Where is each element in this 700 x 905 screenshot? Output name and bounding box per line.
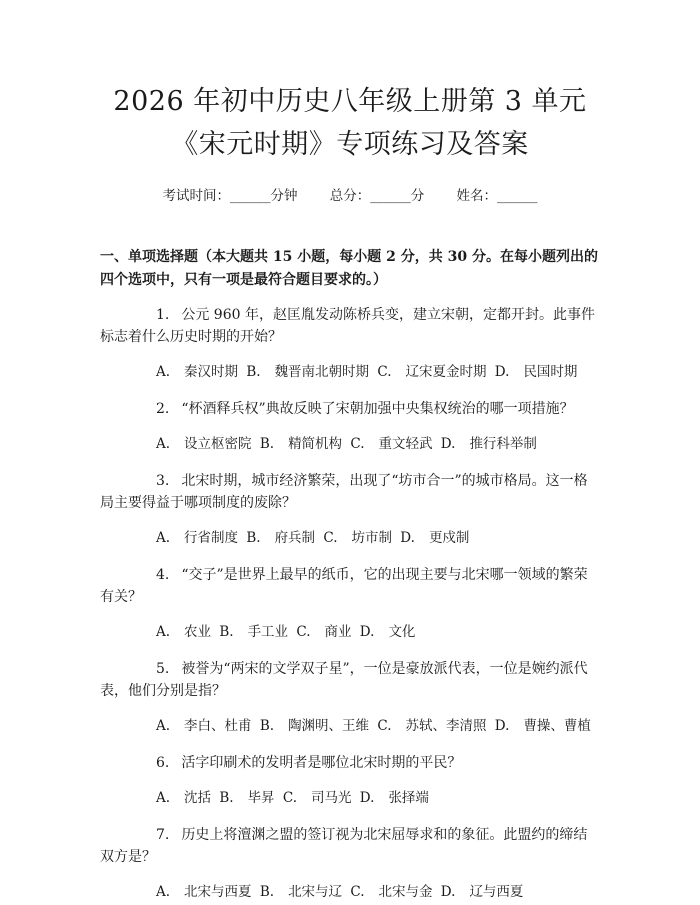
option-list — [156, 788, 600, 808]
option-text: 魏晋南北朝时期 — [274, 364, 370, 380]
option-text: 府兵制 — [274, 530, 316, 546]
option-letter: B. — [219, 790, 234, 806]
option-text: 陶渊明、王维 — [288, 718, 370, 734]
option-a — [156, 882, 252, 902]
option-letter: D. — [400, 530, 415, 546]
option-letter: A. — [156, 624, 171, 640]
option-letter: C. — [350, 436, 365, 452]
option-letter: C. — [377, 364, 392, 380]
option-letter: C. — [377, 718, 392, 734]
option-b — [260, 434, 342, 454]
option-d — [400, 528, 469, 548]
option-letter: D. — [359, 624, 375, 640]
option-text: 民国时期 — [523, 364, 578, 380]
question-text: 公元 960 年，赵匡胤发动陈桥兵变，建立宋朝，定都开封。此事件标志着什么历史时期的开始？ — [100, 307, 595, 345]
option-d — [441, 434, 537, 454]
option-text: 行省制度 — [184, 530, 239, 546]
question-2 — [100, 398, 600, 454]
option-list — [156, 716, 600, 736]
option-d — [495, 362, 578, 382]
question-stem — [100, 658, 600, 702]
question-number: 2. — [156, 401, 170, 417]
option-letter: D. — [494, 364, 510, 380]
question-text: 被誉为“两宋的文学双子星”，一位是豪放派代表，一位是婉约派代表，他们分别是指？ — [100, 661, 588, 699]
option-text: 沈括 — [184, 790, 212, 806]
option-text: 精简机构 — [288, 436, 343, 452]
option-d — [360, 788, 429, 808]
total-score-field: 总分：______分 — [329, 188, 425, 204]
question-stem — [100, 398, 600, 420]
option-text: 张择端 — [388, 790, 429, 806]
option-letter: D. — [440, 884, 456, 900]
option-list — [156, 528, 600, 548]
option-c — [377, 716, 486, 736]
question-6 — [100, 752, 600, 808]
option-text: 苏轼、李清照 — [405, 718, 487, 734]
option-c — [350, 434, 432, 454]
question-number: 6. — [156, 755, 170, 771]
option-letter: D. — [440, 436, 456, 452]
option-letter: C. — [282, 790, 297, 806]
option-text: 坊市制 — [351, 530, 392, 546]
option-c — [296, 622, 351, 642]
question-number: 5. — [156, 661, 170, 677]
option-letter: D. — [359, 790, 375, 806]
option-a — [156, 788, 211, 808]
option-letter: C. — [296, 624, 311, 640]
question-list — [100, 304, 600, 902]
option-letter: B. — [259, 436, 275, 452]
option-letter: A. — [156, 364, 171, 380]
option-letter: B. — [259, 884, 275, 900]
option-d — [360, 622, 416, 642]
option-text: 辽宋夏金时期 — [405, 364, 487, 380]
student-name-field: 姓名：______ — [456, 188, 538, 204]
option-text: 毕昇 — [247, 790, 275, 806]
question-text: 北宋时期，城市经济繁荣，出现了“坊市合一”的城市格局。这一格局主要得益于哪项制度的废除？ — [100, 473, 588, 511]
question-5 — [100, 658, 600, 736]
option-text: 农业 — [184, 624, 212, 640]
option-text: 北宋与金 — [378, 884, 433, 900]
option-letter: B. — [246, 530, 261, 546]
option-b — [260, 716, 369, 736]
question-4 — [100, 564, 600, 642]
option-text: 设立枢密院 — [184, 436, 252, 452]
option-c — [323, 528, 392, 548]
option-d — [441, 882, 524, 902]
question-stem — [100, 824, 600, 868]
option-letter: B. — [246, 364, 261, 380]
question-number: 3. — [156, 473, 170, 489]
option-b — [246, 528, 315, 548]
question-stem — [100, 752, 600, 774]
option-c — [283, 788, 352, 808]
option-a — [156, 528, 238, 548]
option-letter: A. — [156, 884, 171, 900]
option-b — [246, 362, 369, 382]
option-a — [156, 622, 211, 642]
question-text: “交子”是世界上最早的纸币，它的出现主要与北宋哪一领域的繁荣有关？ — [100, 567, 588, 605]
option-a — [156, 434, 252, 454]
question-text: 历史上将澶渊之盟的签订视为北宋屈辱求和的象征。此盟约的缔结双方是？ — [100, 827, 588, 865]
option-text: 秦汉时期 — [184, 364, 239, 380]
option-list — [156, 622, 600, 642]
question-stem — [100, 470, 600, 514]
option-letter: A. — [156, 718, 171, 734]
question-1 — [100, 304, 600, 382]
question-number: 7. — [156, 827, 170, 843]
option-text: 商业 — [324, 624, 352, 640]
option-letter: A. — [156, 790, 171, 806]
question-3 — [100, 470, 600, 548]
option-text: 重文轻武 — [378, 436, 433, 452]
option-c — [377, 362, 486, 382]
question-stem — [100, 564, 600, 608]
section-heading: 一、单项选择题（本大题共 15 小题，每小题 2 分，共 30 分。在每小题列出的四个选项中，只有一项是最符合题目要求的。） — [100, 249, 598, 288]
question-7 — [100, 824, 600, 902]
option-letter: C. — [323, 530, 338, 546]
question-stem — [100, 304, 600, 348]
option-text: 李白、杜甫 — [184, 718, 252, 734]
option-letter: C. — [350, 884, 365, 900]
option-b — [219, 788, 274, 808]
exam-info — [100, 186, 600, 206]
option-text: 推行科举制 — [469, 436, 537, 452]
option-list — [156, 434, 600, 454]
option-letter: A. — [156, 436, 171, 452]
option-b — [219, 622, 288, 642]
question-number: 1. — [156, 307, 170, 323]
document-title: 2026 年初中历史八年级上册第 3 单元《宋元时期》专项练习及答案 — [113, 86, 587, 160]
option-letter: D. — [494, 718, 510, 734]
option-text: 更戍制 — [428, 530, 470, 546]
option-b — [260, 882, 342, 902]
option-c — [350, 882, 432, 902]
option-list — [156, 882, 600, 902]
question-text: “杯酒释兵权”典故反映了宋朝加强中央集权统治的哪一项措施？ — [181, 401, 574, 417]
option-letter: B. — [259, 718, 275, 734]
option-text: 北宋与西夏 — [184, 884, 252, 900]
option-text: 辽与西夏 — [469, 884, 524, 900]
option-letter: A. — [156, 530, 171, 546]
exam-time-field: 考试时间：______分钟 — [162, 188, 298, 204]
option-letter: B. — [219, 624, 234, 640]
question-text: 活字印刷术的发明者是哪位北宋时期的平民？ — [181, 755, 462, 771]
option-text: 曹操、曹植 — [523, 718, 591, 734]
option-text: 手工业 — [247, 624, 289, 640]
option-a — [156, 362, 238, 382]
option-d — [495, 716, 591, 736]
option-text: 文化 — [388, 624, 416, 640]
option-text: 北宋与辽 — [288, 884, 343, 900]
option-text: 司马光 — [311, 790, 352, 806]
question-number: 4. — [156, 567, 170, 583]
option-list — [156, 362, 600, 382]
option-a — [156, 716, 252, 736]
